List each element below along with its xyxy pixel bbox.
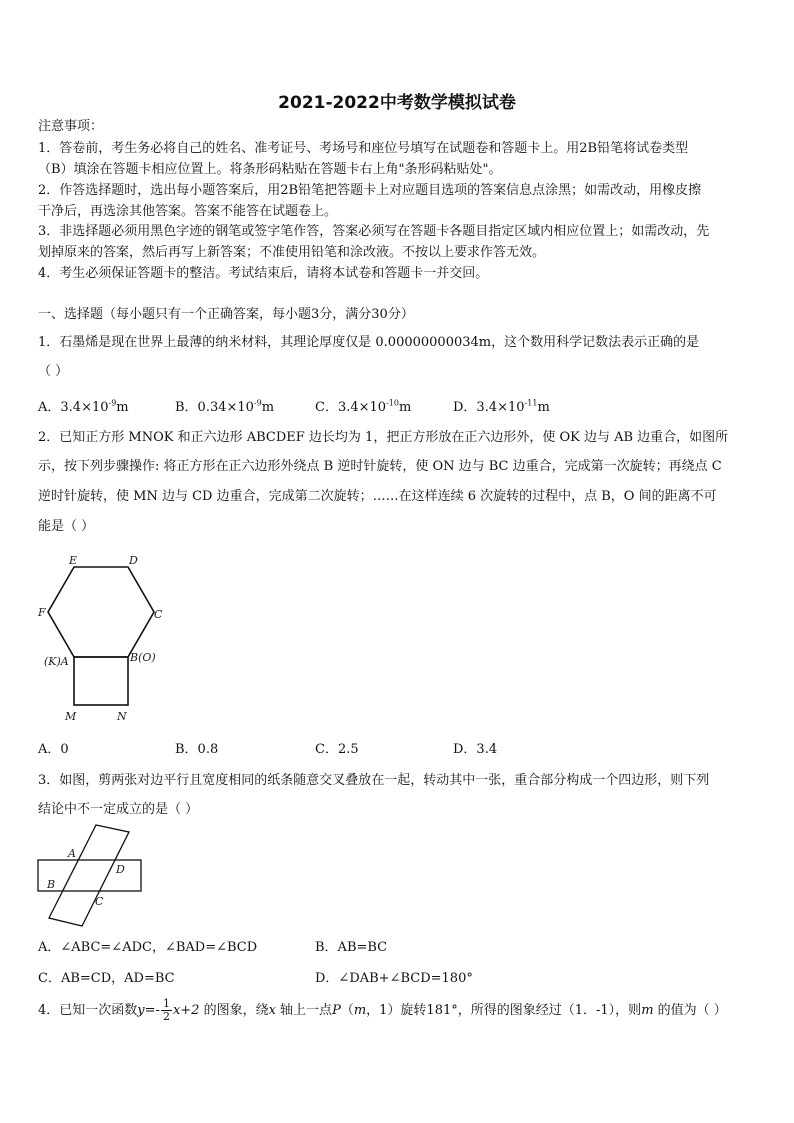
notice-line: （B）填涂在答题卡相应位置上。将条形码粘贴在答题卡右上角"条形码粘贴处"。 [38,162,502,177]
page-title: 2021-2022中考数学模拟试卷 [278,93,516,113]
label-a: A [68,847,76,860]
label-b: B [47,878,56,891]
option-b: B．0.8 [175,742,219,757]
label-c: C [154,608,163,621]
question-stem: 结论中不一定成立的是（ ） [38,802,199,817]
label-e: E [69,554,78,567]
option-c: C．AB=CD，AD=BC [38,971,175,986]
question-stem: 3．如图，剪两张对边平行且宽度相同的纸条随意交叉叠放在一起，转动其中一张，重合部分构成一个四边形，则下列 [38,773,710,788]
option-d: D．3.4 [453,742,498,757]
label-d: D [129,554,138,567]
question-stem: 2．已知正方形 MNOK 和正六边形 ABCDEF 边长均为 1，把正方形放在正六边形外，使 OK 边与 AB 边重合，如图所 [38,430,729,445]
option-d: D．$3.4\times 10^{-11}m$ [453,398,550,415]
fraction-half: $\frac{1}{2}$ [162,997,170,1023]
label-bo: B(O) [130,651,156,664]
notice-line: 1．答卷前，考生务必将自己的姓名、准考证号、考场号和座位号填写在试题卷和答题卡上。用2B铅笔将试卷类型 [38,141,689,156]
question-stem: 示，按下列步骤操作: 将正方形在正六边形外绕点 B 逆时针旋转，使 ON 边与 BC 边重合，完成第一次旋转；再绕点 C [38,459,722,474]
option-c: C．$3.4\times 10^{-10}m$ [315,398,412,415]
notice-line: 划掉原来的答案，然后再写上新答案；不准使用铅笔和涂改液。不按以上要求作答无效。 [38,245,546,260]
label-c: C [95,895,104,908]
paper-strips-figure [34,822,149,934]
option-d: D．∠DAB+∠BCD=180° [315,971,473,986]
answer-paren: （ ） [38,364,69,379]
label-n: N [117,710,127,723]
option-a: A．$3.4\times 10^{-9}m$ [38,398,129,415]
label-f: F [38,606,46,619]
question-stem: 逆时针旋转，使 MN 边与 CD 边重合，完成第二次旋转；……在这样连续 6 次旋转的过程中，点 B，O 间的距离不可 [38,489,717,504]
label-m: M [65,710,77,723]
label-d: D [116,863,125,876]
option-c: C．2.5 [315,742,359,757]
notice-line: 4．考生必须保证答题卡的整洁。考试结束后，请将本试卷和答题卡一并交回。 [38,266,489,281]
option-b: B．AB=BC [315,940,388,955]
hexagon-square-figure [36,550,176,728]
question-4: 4．已知一次函数y=- $\frac{1}{2}$ x+2 的图象，绕x 轴上一点P（m，1）旋转181°，所得的图象经过（1．-1），则m 的值为（ ） [38,997,727,1023]
question-stem: 1．石墨烯是现在世界上最薄的纳米材料，其理论厚度仅是 0.00000000034m，这个数用科学记数法表示正确的是 [38,335,700,350]
notice-line: 干净后，再选涂其他答案。答案不能答在试题卷上。 [38,204,338,219]
notice-heading: 注意事项： [38,119,104,134]
label-ka: (K)A [44,655,69,668]
option-b: B．$0.34\times 10^{-9}m$ [175,398,275,415]
option-a: A．∠ABC=∠ADC，∠BAD=∠BCD [38,940,258,955]
notice-line: 2．作答选择题时，选出每小题答案后，用2B铅笔把答题卡上对应题目选项的答案信息点涂黑；如需改动，用橡皮擦 [38,183,702,198]
section-heading: 一、选择题（每小题只有一个正确答案，每小题3分，满分30分） [38,307,414,322]
notice-line: 3．非选择题必须用黑色字迹的钢笔或签字笔作答，答案必须写在答题卡各题目指定区域内相应位置上；如需改动，先 [38,224,710,239]
question-stem: 能是（ ） [38,519,95,534]
option-a: A．0 [38,742,69,757]
